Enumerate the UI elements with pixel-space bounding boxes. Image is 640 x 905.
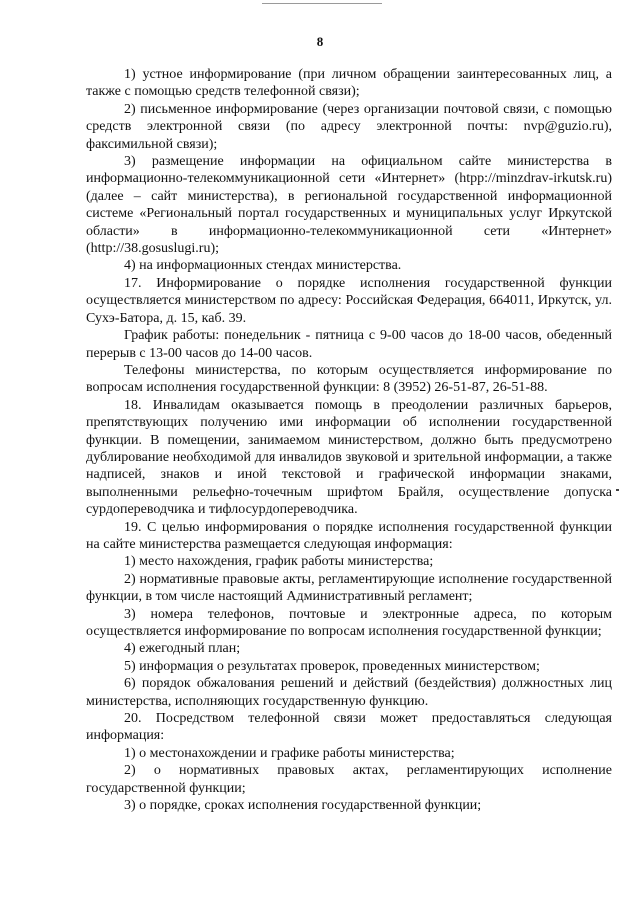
paragraph: Телефоны министерства, по которым осуществляется информирование по вопросам исполнения государственной функции: 8 (3952) 26-51-87, 26-51-88. xyxy=(86,362,612,396)
paragraph: 3) о порядке, сроках исполнения государственной функции; xyxy=(124,798,482,814)
paragraph: 3) размещение информации на официальном сайте министерства в информационно-телекоммуникационной сети «Интернет» (htpp://minzdrav-irkutsk.ru) (далее – сайт министерства), в региональной государственной информационной системе «Региональный портал государственных и муниципальных услуг Иркутской области» в информационно-телекоммуникационной сети «Интернет» (http://38.gosuslugi.ru); xyxy=(86,154,612,257)
paragraph: 1) о местонахождении и графике работы министерства; xyxy=(124,745,455,761)
paragraph: 1) место нахождения, график работы министерства; xyxy=(124,554,434,570)
paragraph: 2) нормативные правовые акты, регламентирующие исполнение государственной функции, в том числе настоящий Административный регламент; xyxy=(86,571,612,605)
paragraph: 19. С целью информирования о порядке исполнения государственной функции на сайте министерства размещается следующая информация: xyxy=(86,519,612,552)
paragraph: 4) на информационных стендах министерства. xyxy=(124,258,402,274)
paragraph: 17. Информирование о порядке исполнения государственной функции осуществляется министерством по адресу: Российская Федерация, 664011, Иркутск, ул. Сухэ-Батора, д. 15, каб. 39. xyxy=(86,275,612,326)
paragraph: 5) информация о результатах проверок, проведенных министерством; xyxy=(124,658,540,674)
paragraph: 4) ежегодный план; xyxy=(124,641,241,657)
page-number: 8 xyxy=(316,34,324,49)
paragraph: График работы: понедельник - пятница с 9-00 часов до 18-00 часов, обеденный перерыв с 13-00 часов до 14-00 часов. xyxy=(86,328,612,361)
paragraph: 1) устное информирование (при личном обращении заинтересованных лиц, а также с помощью средств телефонной связи); xyxy=(86,67,612,100)
paragraph: 2) о нормативных правовых актах, регламентирующих исполнение государственной функции; xyxy=(86,763,612,796)
document-body xyxy=(86,66,612,814)
paragraph: 2) письменное информирование (через организации почтовой связи, с помощью средств электронной связи (по адресу электронной почты: nvp@guzio.ru), факсимильной связи); xyxy=(86,101,612,152)
paragraph: 20. Посредством телефонной связи может предоставляться следующая информация: xyxy=(86,711,612,744)
top-rule xyxy=(262,3,382,4)
paragraph: 3) номера телефонов, почтовые и электронные адреса, по которым осуществляется информирование по вопросам исполнения государственной функции; xyxy=(86,606,612,639)
scan-artifact xyxy=(616,489,619,491)
paragraph: 18. Инвалидам оказывается помощь в преодолении различных барьеров, препятствующих получению ими информации об исполнении государственной функции. В помещении, занимаемом министерством, должно быть предусмотрено дублирование необходимой для инвалидов звуковой и зрительной информации, а также надписей, знаков и иной текстовой и графической информации знаками, выполненными рельефно-точечным шрифтом Брайля, осуществление допуска сурдопереводчика и тифлосурдопереводчика. xyxy=(86,397,612,518)
paragraph: 6) порядок обжалования решений и действий (бездействия) должностных лиц министерства, исполняющих государственную функцию. xyxy=(86,676,612,709)
